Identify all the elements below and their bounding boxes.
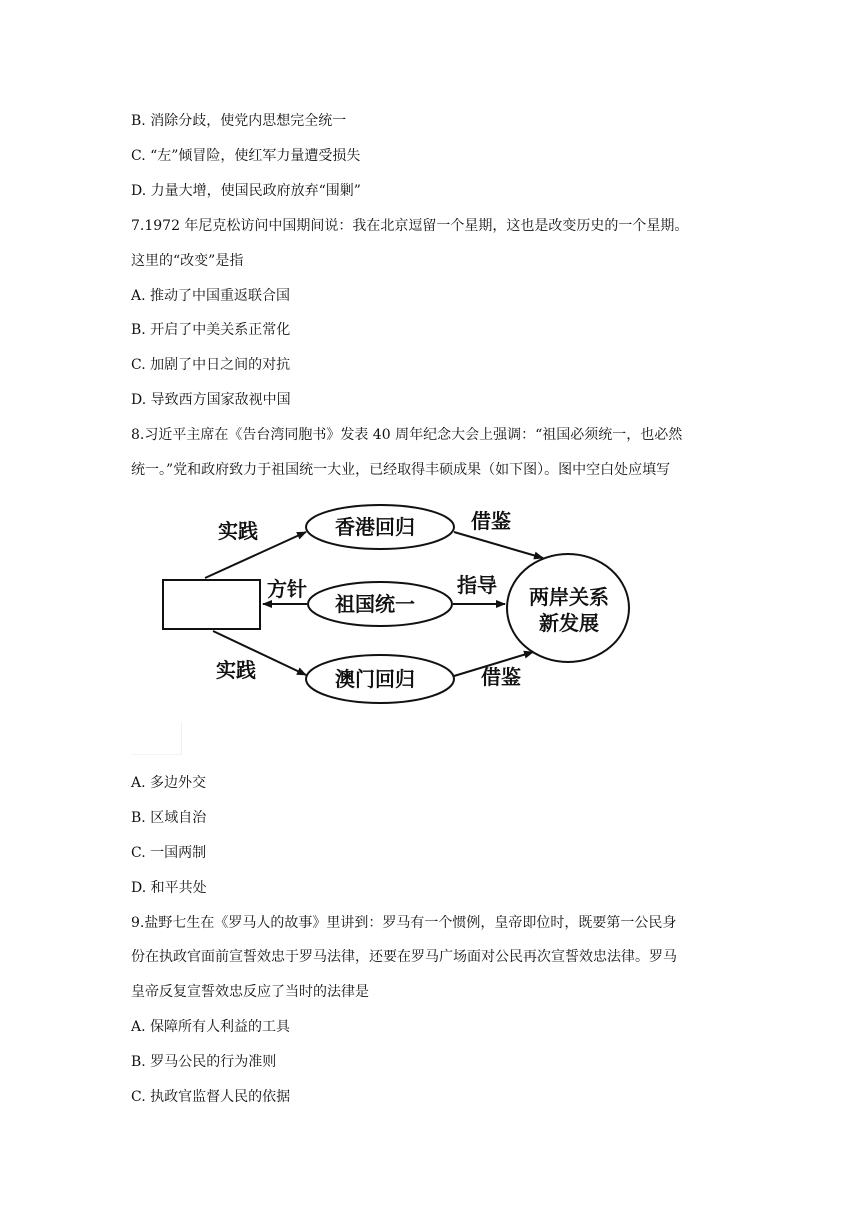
image-edge-artifact <box>131 722 182 755</box>
q8-option-c: C. 一国两制 <box>131 845 207 861</box>
label-guide: 指导 <box>457 573 497 597</box>
q6-option-b: B. 消除分歧，使党内思想完全统一 <box>131 113 347 129</box>
text-cross-strait-line2: 新发展 <box>539 611 599 635</box>
q9-option-a: A. 保障所有人利益的工具 <box>131 1019 291 1035</box>
text-cross-strait-line1: 两岸关系 <box>529 585 609 609</box>
q9-stem-line-3: 皇帝反复宣誓效忠反应了当时的法律是 <box>131 984 369 1000</box>
q9-stem-line-2: 份在执政官面前宣誓效忠于罗马法律，还要在罗马广场面对公民再次宣誓效忠法律。罗马 <box>131 949 677 965</box>
blank-answer-box <box>163 580 260 629</box>
q8-option-b: B. 区域自治 <box>131 810 207 826</box>
q7-option-d: D. 导致西方国家敌视中国 <box>131 392 291 408</box>
q6-option-c: C. “左”倾冒险，使红军力量遭受损失 <box>131 148 361 164</box>
label-policy: 方针 <box>267 577 307 601</box>
q8-option-d: D. 和平共处 <box>131 880 207 896</box>
label-practice-bottom: 实践 <box>216 658 256 682</box>
q7-option-c: C. 加剧了中日之间的对抗 <box>131 357 291 373</box>
text-macau-return: 澳门回归 <box>335 667 415 691</box>
text-unification: 祖国统一 <box>335 592 415 616</box>
q7-stem-line-2: 这里的“改变”是指 <box>131 253 244 269</box>
q9-option-c: C. 执政官监督人民的依据 <box>131 1089 291 1105</box>
q6-option-d: D. 力量大增，使国民政府放弃“围剿” <box>131 183 361 199</box>
q9-stem-line-1: 9.盐野七生在《罗马人的故事》里讲到：罗马有一个惯例，皇帝即位时，既要第一公民身 <box>131 915 677 931</box>
q7-option-a: A. 推动了中国重返联合国 <box>131 288 291 304</box>
q8-option-a: A. 多边外交 <box>131 775 207 791</box>
text-hk-return: 香港回归 <box>335 515 415 539</box>
q7-option-b: B. 开启了中美关系正常化 <box>131 322 291 338</box>
arrow-hk-to-cross-strait <box>454 532 543 558</box>
q8-stem-line-2: 统一。”党和政府致力于祖国统一大业，已经取得丰硕成果（如下图）。图中空白处应填写 <box>131 462 671 478</box>
q8-stem-line-1: 8.习近平主席在《告台湾同胞书》发表 40 周年纪念大会上强调：“祖国必须统一，也必然 <box>131 427 683 443</box>
unification-diagram <box>155 498 635 708</box>
label-reference-top: 借鉴 <box>471 509 511 533</box>
q9-option-b: B. 罗马公民的行为准则 <box>131 1054 277 1070</box>
label-practice-top: 实践 <box>218 519 258 543</box>
label-reference-bottom: 借鉴 <box>481 665 521 689</box>
q7-stem-line-1: 7.1972 年尼克松访问中国期间说：我在北京逗留一个星期，这也是改变历史的一个星期。 <box>131 218 689 234</box>
